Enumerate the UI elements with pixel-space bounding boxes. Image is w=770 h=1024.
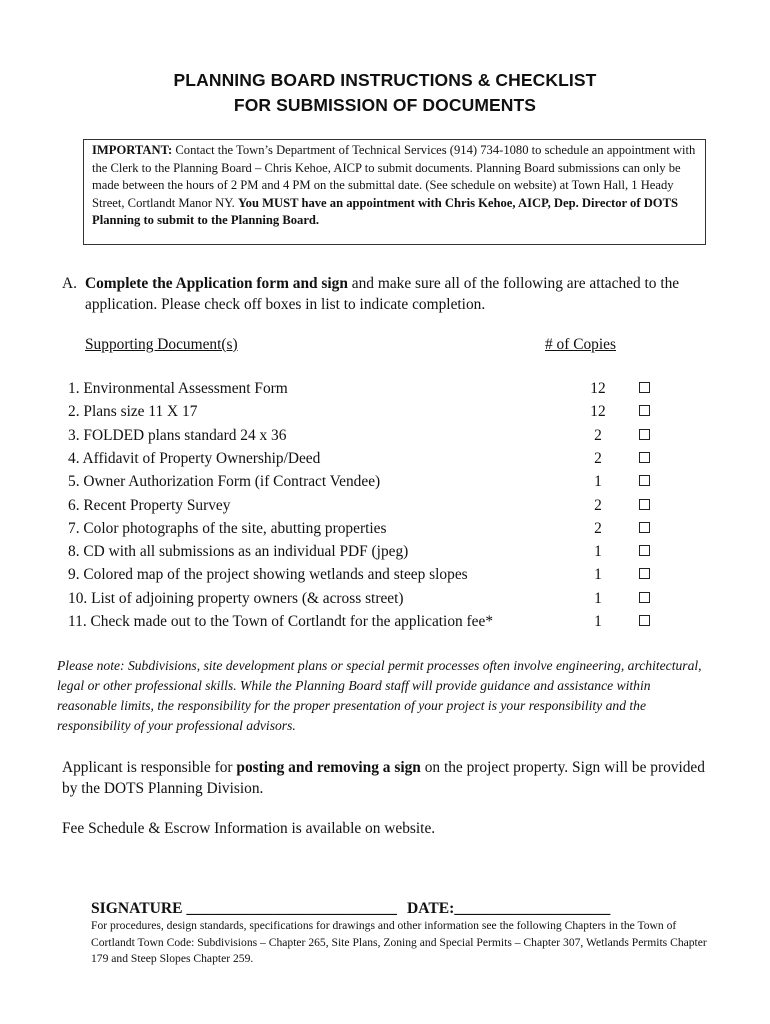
checklist-row bbox=[0, 494, 770, 517]
checklist-row bbox=[0, 447, 770, 470]
sign-para-bold: posting and removing a sign bbox=[236, 759, 421, 776]
checklist-checkbox[interactable] bbox=[639, 452, 650, 463]
checklist-item-label: 2. Plans size 11 X 17 bbox=[68, 403, 198, 421]
checklist-checkbox[interactable] bbox=[639, 499, 650, 510]
checklist-checkbox[interactable] bbox=[639, 405, 650, 416]
section-a-rest: and make sure all of the following are attached to the application. Please check off boxes in list to indicate completion. bbox=[85, 275, 680, 313]
page-title-line2: FOR SUBMISSION OF DOCUMENTS bbox=[233, 95, 537, 115]
checklist-item-copies: 1 bbox=[594, 613, 602, 630]
footnote: For procedures, design standards, specifications for drawings and other information see the following Chapters in the Town of Cortlandt Town Code: Subdivisions – Chapter 265, Site Plans, Zoning and Special Permits – Chapter 307, Wetlands Permits Chapter 179 and Steep Slopes Chapter 259. bbox=[91, 919, 707, 965]
checklist-row bbox=[0, 470, 770, 493]
checklist-checkbox[interactable] bbox=[639, 475, 650, 486]
checklist-row bbox=[0, 563, 770, 586]
checklist-checkbox[interactable] bbox=[639, 615, 650, 626]
section-a-bold: Complete the Application form and sign bbox=[85, 275, 348, 292]
checklist-row bbox=[0, 377, 770, 400]
important-text: Contact the Town’s Department of Technical Services (914) 734-1080 to schedule an appointment with the Clerk to the Planning Board – Chris Kehoe, AICP to submit documents. Planning Board submissions can only be made between the hours of 2 PM and 4 PM on the submittal date. (See schedule on website) at Town Hall, 1 Heady Street, Cortlandt Manor NY. bbox=[92, 143, 696, 210]
checklist-item-label: 11. Check made out to the Town of Cortlandt for the application fee* bbox=[68, 613, 494, 630]
checklist-item-label: 3. FOLDED plans standard 24 x 36 bbox=[68, 426, 287, 444]
checklist-item-label: 7. Color photographs of the site, abutting properties bbox=[68, 519, 387, 537]
checklist-item-copies: 2 bbox=[594, 449, 602, 467]
checklist-item-label: 9. Colored map of the project showing wetlands and steep slopes bbox=[68, 566, 468, 584]
important-emphasis: You MUST have an appointment with Chris Kehoe, AICP, Dep. Director of DOTS Planning to submit to the Planning Board. bbox=[92, 195, 678, 228]
checklist-checkbox[interactable] bbox=[639, 568, 650, 579]
checklist-item-copies: 2 bbox=[594, 519, 602, 537]
checklist-item-label: 4. Affidavit of Property Ownership/Deed bbox=[68, 449, 321, 467]
checklist-checkbox[interactable] bbox=[639, 592, 650, 603]
section-a-letter: A. bbox=[62, 275, 77, 292]
checklist-item-label: 5. Owner Authorization Form (if Contract Vendee) bbox=[68, 473, 381, 491]
checklist-item-copies: 1 bbox=[594, 473, 602, 491]
checklist-item-copies: 1 bbox=[594, 543, 602, 561]
checklist-checkbox[interactable] bbox=[639, 545, 650, 556]
please-note: Please note: Subdivisions, site development plans or special permit processes often involve engineering, architectural, legal or other professional skills. While the Planning Board staff will provide guidance and assistance within reasonable limits, the responsibility for the proper presentation of your project is your responsibility and the responsibility of your professional advisors. bbox=[57, 658, 702, 733]
checklist-row bbox=[0, 610, 770, 633]
important-notice-box bbox=[83, 139, 706, 245]
checklist-row bbox=[0, 517, 770, 540]
checklist-row bbox=[0, 424, 770, 447]
checklist-row bbox=[0, 540, 770, 563]
checklist-item-copies: 1 bbox=[594, 566, 602, 584]
checklist-checkbox[interactable] bbox=[639, 522, 650, 533]
checklist-item-copies: 2 bbox=[594, 426, 602, 444]
checklist-item-copies: 1 bbox=[594, 589, 602, 607]
signature-line bbox=[91, 899, 610, 919]
checklist-item-copies: 12 bbox=[590, 380, 606, 397]
checklist-item-label: 6. Recent Property Survey bbox=[68, 496, 231, 514]
fee-schedule-paragraph: Fee Schedule & Escrow Information is available on website. bbox=[62, 820, 436, 837]
checklist-item-copies: 12 bbox=[590, 403, 606, 421]
page-title-line1: PLANNING BOARD INSTRUCTIONS & CHECKLIST bbox=[173, 70, 597, 90]
signature-field[interactable]: SIGNATURE ___________________________ bbox=[91, 900, 397, 917]
checklist-checkbox[interactable] bbox=[639, 382, 650, 393]
sign-para-post: on the project property. Sign will be provided by the DOTS Planning Division. bbox=[62, 759, 705, 797]
checklist-item-label: 1. Environmental Assessment Form bbox=[68, 380, 288, 397]
section-a-body bbox=[85, 273, 722, 315]
checklist-item-label: 8. CD with all submissions as an individual PDF (jpeg) bbox=[68, 543, 409, 561]
checklist-row bbox=[0, 587, 770, 610]
checklist-item-copies: 2 bbox=[594, 496, 602, 514]
sign-responsibility-paragraph bbox=[62, 757, 722, 799]
checklist-checkbox[interactable] bbox=[639, 429, 650, 440]
date-field[interactable]: DATE:____________________ bbox=[406, 900, 611, 917]
section-a bbox=[62, 273, 722, 315]
checklist-row bbox=[0, 400, 770, 423]
copies-header: # of Copies bbox=[545, 336, 616, 353]
checklist-item-label: 10. List of adjoining property owners (& across street) bbox=[68, 589, 404, 607]
supporting-documents-header: Supporting Document(s) bbox=[85, 336, 238, 353]
sign-para-pre: Applicant is responsible for bbox=[62, 759, 237, 776]
important-label: IMPORTANT: bbox=[92, 143, 173, 157]
